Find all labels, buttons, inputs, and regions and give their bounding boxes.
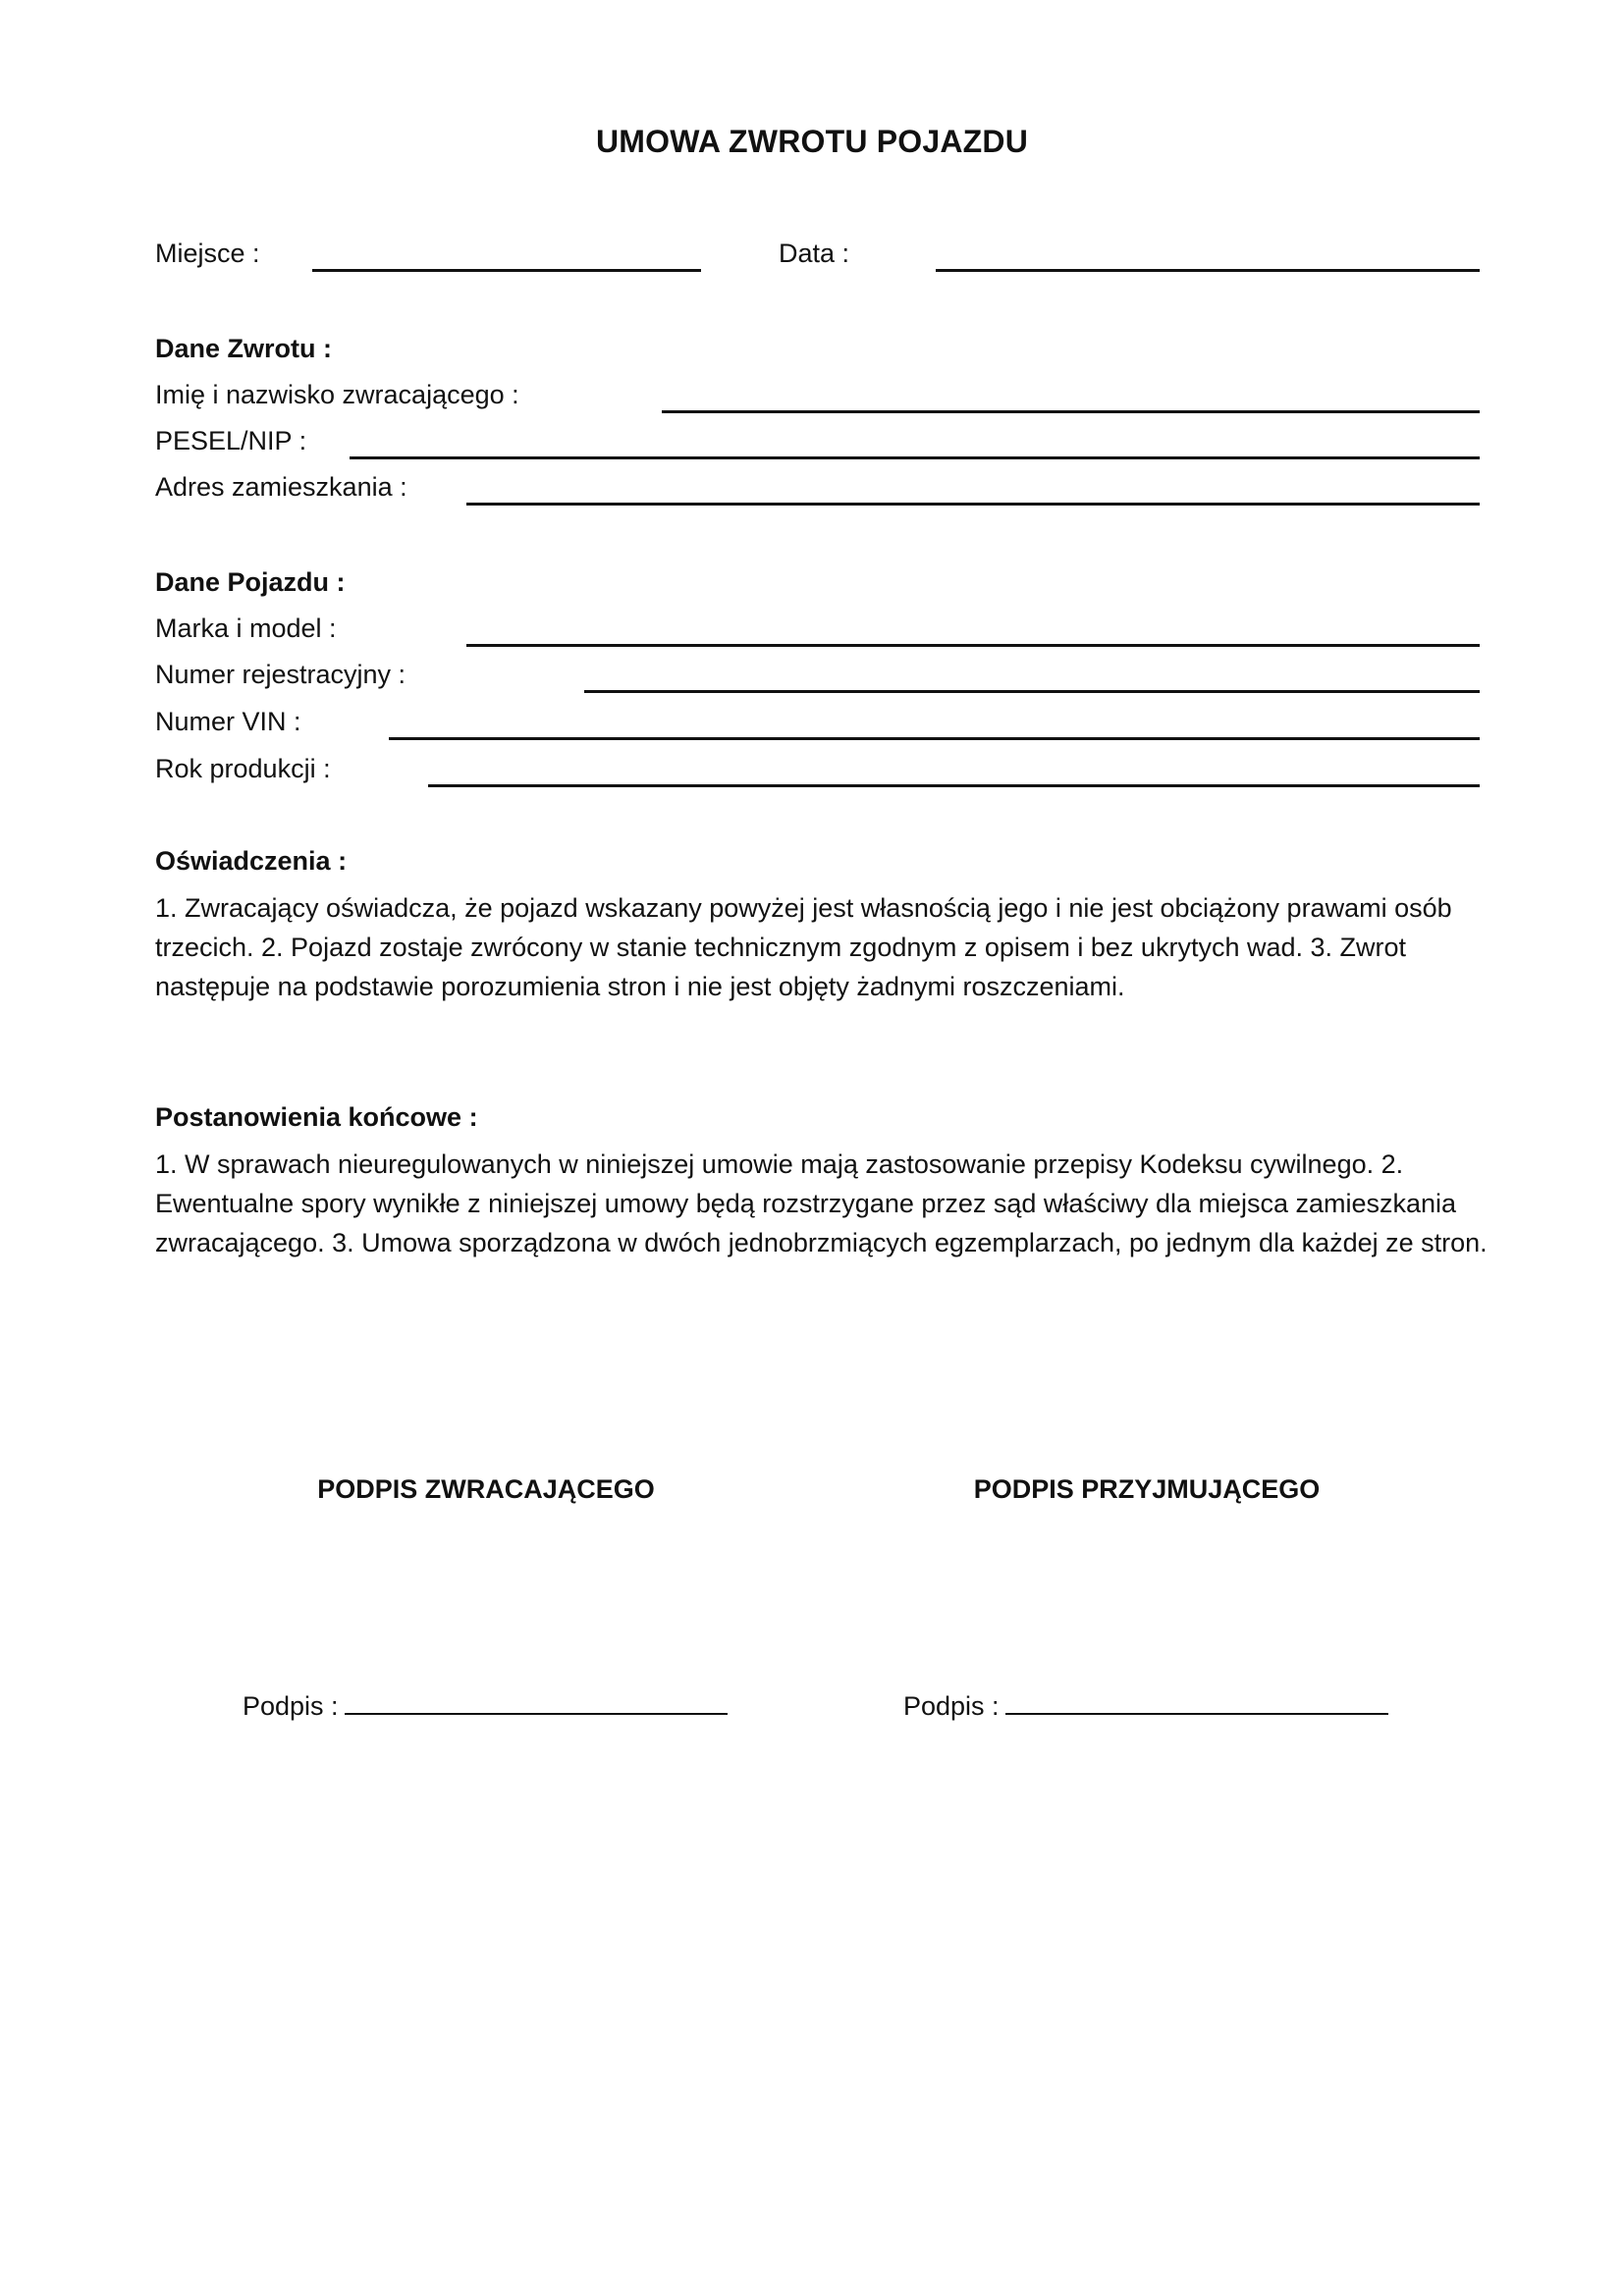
returner-signature-line [243, 1691, 728, 1722]
vin-label: Numer VIN : [155, 707, 301, 736]
final-provisions-heading: Postanowienia końcowe : [155, 1102, 478, 1132]
returner-name-field[interactable] [662, 410, 1480, 413]
statements-heading: Oświadczenia : [155, 846, 348, 876]
returner-signature-label: Podpis : [243, 1691, 339, 1721]
return-data-heading: Dane Zwrotu : [155, 334, 332, 363]
make-model-label: Marka i model : [155, 614, 337, 643]
document-title: UMOWA ZWROTU POJAZDU [595, 124, 1029, 159]
registration-field[interactable] [584, 690, 1480, 693]
date-field[interactable] [936, 269, 1480, 272]
returner-signature-heading: PODPIS ZWRACAJĄCEGO [317, 1474, 655, 1504]
production-year-field[interactable] [428, 784, 1480, 787]
place-label: Miejsce : [155, 239, 260, 268]
address-field[interactable] [466, 503, 1480, 506]
date-label: Data : [779, 239, 850, 268]
receiver-signature-line [903, 1691, 1388, 1722]
vin-field[interactable] [389, 737, 1480, 740]
receiver-signature-heading: PODPIS PRZYJMUJĄCEGO [973, 1474, 1321, 1504]
address-label: Adres zamieszkania : [155, 472, 407, 502]
returner-name-label: Imię i nazwisko zwracającego : [155, 380, 519, 409]
pesel-label: PESEL/NIP : [155, 426, 307, 455]
receiver-signature-field[interactable] [1005, 1691, 1388, 1715]
receiver-signature-label: Podpis : [903, 1691, 1000, 1721]
make-model-field[interactable] [466, 644, 1480, 647]
place-field[interactable] [312, 269, 701, 272]
vehicle-data-heading: Dane Pojazdu : [155, 567, 346, 597]
final-provisions-text: 1. W sprawach nieuregulowanych w niniejszej umowie mają zastosowanie przepisy Kodeksu cywilnego. 2. Ewentualne spory wynikłe z niniejszej umowy będą rozstrzygane przez sąd właściwy dla miejsca zamieszkania zwracającego. 3. Umowa sporządzona w dwóch jednobrzmiących egzemplarzach, po jednym dla każdej ze stron. [155, 1149, 1488, 1257]
production-year-label: Rok produkcji : [155, 754, 331, 783]
pesel-field[interactable] [350, 456, 1480, 459]
statements-text: 1. Zwracający oświadcza, że pojazd wskazany powyżej jest własnością jego i nie jest obciążony prawami osób trzecich. 2. Pojazd zostaje zwrócony w stanie technicznym zgodnym z opisem i bez ukrytych wad. 3. Zwrot następuje na podstawie porozumienia stron i nie jest objęty żadnymi roszczeniami. [155, 893, 1452, 1001]
returner-signature-field[interactable] [345, 1691, 728, 1715]
registration-label: Numer rejestracyjny : [155, 660, 406, 689]
